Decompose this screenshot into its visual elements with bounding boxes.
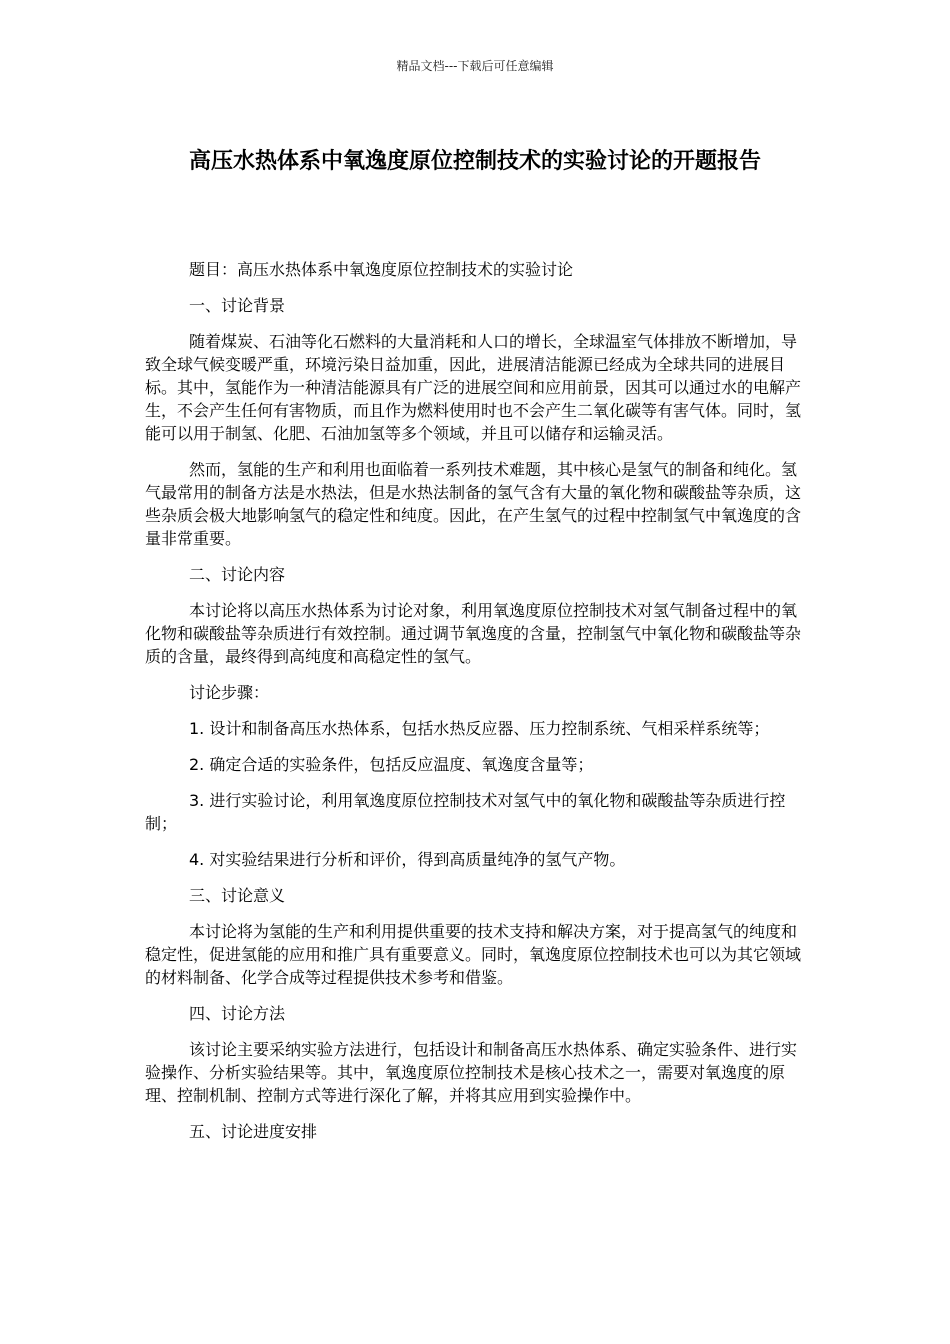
step-item-1: 1. 设计和制备高压水热体系，包括水热反应器、压力控制系统、气相采样系统等； [189,719,770,738]
page-header-note: 精品文档---下载后可任意编辑 [396,59,554,73]
document-body [145,258,805,1156]
significance-paragraph: 本讨论将为氢能的生产和利用提供重要的技术支持和解决方案，对于提高氢气的纯度和稳定性，促进氢能的应用和推广具有重要意义。同时，氧逸度原位控制技术也可以为其它领域的材料制备、化学合成等过程提供技术参考和借鉴。 [145,922,802,987]
content-paragraph: 本讨论将以高压水热体系为讨论对象，利用氧逸度原位控制技术对氢气制备过程中的氧化物和碳酸盐等杂质进行有效控制。通过调节氧逸度的含量，控制氢气中氧化物和碳酸盐等杂质的含量，最终得到高纯度和高稳定性的氢气。 [145,601,802,666]
steps-label: 讨论步骤： [189,683,270,702]
topic-line: 题目：高压水热体系中氧逸度原位控制技术的实验讨论 [189,260,574,279]
document-title: 高压水热体系中氧逸度原位控制技术的实验讨论的开题报告 [188,149,761,174]
step-item-3: 3. 进行实验讨论，利用氧逸度原位控制技术对氢气中的氧化物和碳酸盐等杂质进行控制； [145,791,786,833]
step-item-2: 2. 确定合适的实验条件，包括反应温度、氧逸度含量等； [189,755,594,774]
section-heading-background: 一、讨论背景 [189,296,286,315]
section-heading-schedule: 五、讨论进度安排 [189,1122,318,1141]
background-paragraph-2: 然而，氢能的生产和利用也面临着一系列技术难题，其中核心是氢气的制备和纯化。氢气最常用的制备方法是水热法，但是水热法制备的氢气含有大量的氧化物和碳酸盐等杂质，这些杂质会极大地影响氢气的稳定性和纯度。因此，在产生氢气的过程中控制氢气中氧逸度的含量非常重要。 [145,460,802,548]
step-item-4: 4. 对实验结果进行分析和评价，得到高质量纯净的氢气产物。 [189,850,626,869]
section-heading-significance: 三、讨论意义 [189,886,286,905]
section-heading-content: 二、讨论内容 [189,565,286,584]
method-paragraph: 该讨论主要采纳实验方法进行，包括设计和制备高压水热体系、确定实验条件、进行实验操作、分析实验结果等。其中，氧逸度原位控制技术是核心技术之一，需要对氧逸度的原理、控制机制、控制方式等进行深化了解，并将其应用到实验操作中。 [145,1040,798,1105]
background-paragraph-1: 随着煤炭、石油等化石燃料的大量消耗和人口的增长，全球温室气体排放不断增加，导致全球气候变暖严重，环境污染日益加重，因此，进展清洁能源已经成为全球共同的进展目标。其中，氢能作为一种清洁能源具有广泛的进展空间和应用前景，因其可以通过水的电解产生，不会产生任何有害物质，而且作为燃料使用时也不会产生二氧化碳等有害气体。同时，氢能可以用于制氢、化肥、石油加氢等多个领域，并且可以储存和运输灵活。 [145,332,802,443]
section-heading-method: 四、讨论方法 [189,1004,286,1023]
